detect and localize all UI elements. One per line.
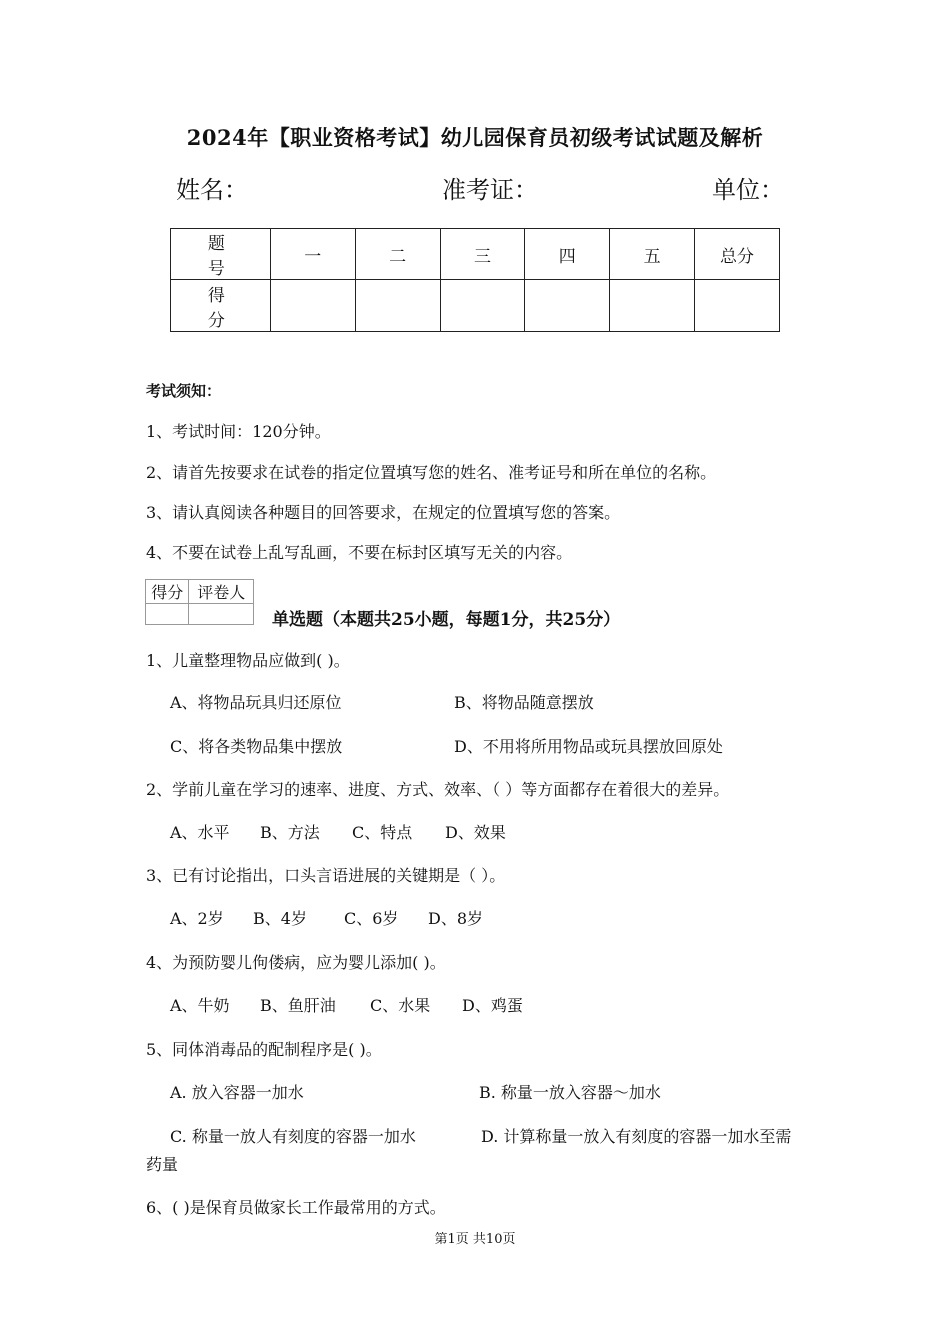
score-input-cell[interactable] [355, 280, 440, 332]
question-text: 6、( )是保育员做家长工作最常用的方式。 [146, 1198, 446, 1217]
question-option[interactable]: B、鱼肝油 [260, 996, 336, 1015]
section-title: 单选题（本题共25小题，每题1分，共25分） [272, 610, 621, 630]
question-option[interactable]: C、特点 [352, 823, 413, 842]
question-option[interactable]: C、6岁 [344, 909, 399, 928]
question-option[interactable]: B、将物品随意摆放 [454, 693, 594, 712]
question-text: 5、同体消毒品的配制程序是( )。 [146, 1040, 382, 1059]
score-table-header-cell: 四 [525, 229, 610, 280]
grader-box [145, 579, 254, 625]
question-text: 2、学前儿童在学习的速率、进度、方式、效率、（ ）等方面都存在着很大的差异。 [146, 780, 730, 799]
question-option[interactable]: C. 称量一放人有刻度的容器一加水 [170, 1127, 416, 1146]
question-option[interactable]: D、8岁 [428, 909, 484, 928]
score-table-header-row [171, 229, 780, 280]
score-table-header-cell: 一 [270, 229, 355, 280]
question-option[interactable]: A、将物品玩具归还原位 [170, 693, 342, 712]
score-input-cell[interactable] [695, 280, 780, 332]
exam-no-field-label: 准考证： [442, 176, 538, 204]
page-footer: 第1页 共10页 [434, 1232, 516, 1247]
score-table-header-cell: 题 号 [171, 229, 271, 280]
question-option[interactable]: A、2岁 [170, 909, 224, 928]
question-option[interactable]: B、方法 [260, 823, 320, 842]
question-option[interactable]: D、效果 [445, 823, 506, 842]
note-item: 3、请认真阅读各种题目的回答要求，在规定的位置填写您的答案。 [146, 503, 621, 522]
score-input-cell[interactable] [440, 280, 525, 332]
score-table [170, 228, 780, 332]
notes-title: 考试须知： [146, 382, 222, 400]
question-option[interactable]: D. 计算称量一放入有刻度的容器一加水至需 [481, 1127, 792, 1146]
name-field-label: 姓名： [176, 176, 248, 204]
unit-field-label: 单位： [712, 176, 784, 204]
note-item: 2、请首先按要求在试卷的指定位置填写您的姓名、准考证号和所在单位的名称。 [146, 463, 717, 482]
candidate-fields [176, 170, 784, 204]
question-option[interactable]: D、不用将所用物品或玩具摆放回原处 [454, 737, 723, 756]
question-option[interactable]: A. 放入容器一加水 [170, 1083, 304, 1102]
note-item: 4、不要在试卷上乱写乱画，不要在标封区填写无关的内容。 [146, 543, 573, 562]
question-option[interactable]: B、4岁 [253, 909, 307, 928]
score-table-header-cell: 五 [610, 229, 695, 280]
grader-score-cell[interactable] [146, 604, 189, 625]
question-option[interactable]: B. 称量一放入容器～加水 [479, 1083, 661, 1102]
question-option[interactable]: C、将各类物品集中摆放 [170, 737, 343, 756]
question-text: 3、已有讨论指出，口头言语进展的关键期是（ ）。 [146, 866, 506, 885]
grader-score-label: 得分 [146, 580, 189, 604]
question-text: 4、为预防婴儿佝偻病，应为婴儿添加( )。 [146, 953, 446, 972]
score-table-score-row [171, 280, 780, 332]
score-input-cell[interactable] [525, 280, 610, 332]
grader-name-label: 评卷人 [189, 580, 254, 604]
question-option[interactable]: C、水果 [370, 996, 431, 1015]
page-title: 2024年【职业资格考试】幼儿园保育员初级考试试题及解析 [186, 125, 764, 150]
score-input-cell[interactable] [610, 280, 695, 332]
score-input-cell[interactable] [270, 280, 355, 332]
score-table-header-cell: 三 [440, 229, 525, 280]
question-option[interactable]: A、水平 [170, 823, 230, 842]
score-row-label: 得 分 [171, 280, 271, 332]
score-table-header-cell: 总分 [695, 229, 780, 280]
question-option-continuation: 药量 [146, 1155, 179, 1174]
score-table-header-cell: 二 [355, 229, 440, 280]
question-text: 1、儿童整理物品应做到( )。 [146, 651, 350, 670]
note-item: 1、考试时间：120分钟。 [146, 422, 331, 441]
question-option[interactable]: A、牛奶 [170, 996, 230, 1015]
grader-name-cell[interactable] [189, 604, 254, 625]
question-option[interactable]: D、鸡蛋 [462, 996, 523, 1015]
